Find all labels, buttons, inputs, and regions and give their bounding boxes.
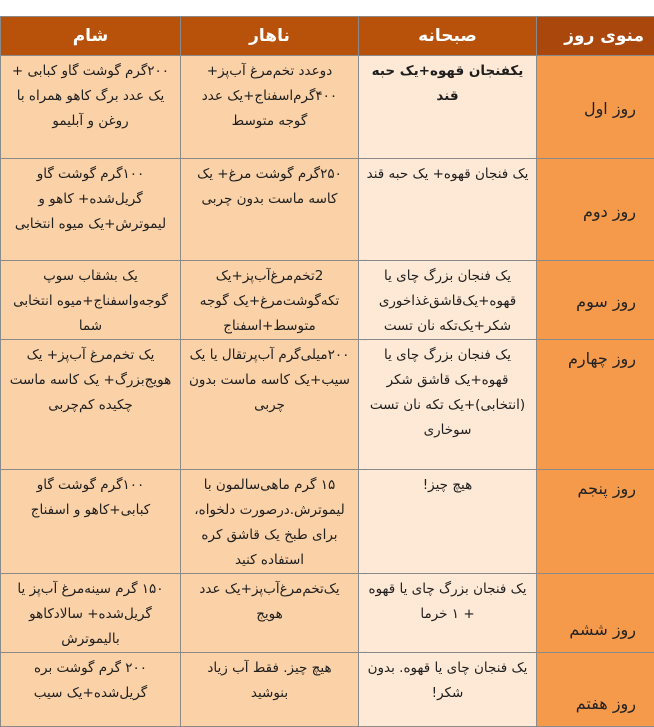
- dinner-cell: ۲۰۰گرم گوشت گاو کبابی + یک عدد برگ کاهو همراه با روغن و آبلیمو: [1, 56, 181, 159]
- dinner-cell: ۱۵۰ گرم سینه‌مرغ آب‌پز یا گریل‌شده+ سالادکاهو بالیموترش: [1, 574, 181, 653]
- header-dinner: شام: [1, 17, 181, 56]
- diet-menu-table: [0, 16, 654, 727]
- breakfast-cell: یک فنجان بزرگ چای یا قهوه+یک‌قاشق‌غذاخوری شکر+یک‌تکه نان تست: [359, 261, 537, 340]
- breakfast-cell: یک فنجان چای یا قهوه. بدون شکر!: [359, 653, 537, 727]
- lunch-cell: 2تخم‌مرغ‌آب‌پز+یک تکه‌گوشت‌مرغ+یک گوجه متوسط+اسفناج: [181, 261, 359, 340]
- dinner-cell: یک بشقاب سوپ گوجه‌واسفناج+میوه انتخابی شما: [1, 261, 181, 340]
- day-label: روز پنجم: [537, 470, 654, 574]
- table-row: [1, 261, 654, 340]
- lunch-cell: یک‌تخم‌مرغ‌آب‌پز+یک عدد هویج: [181, 574, 359, 653]
- dinner-cell: ۲۰۰ گرم گوشت بره گریل‌شده+یک سیب: [1, 653, 181, 727]
- table-row: [1, 470, 654, 574]
- header-day: منوی روز: [537, 17, 654, 56]
- day-label: روز هفتم: [537, 653, 654, 727]
- day-label: روز دوم: [537, 159, 654, 261]
- lunch-cell: ۲۰۰میلی‌گرم آب‌پرتقال یا یک سیب+یک کاسه ماست بدون چربی: [181, 340, 359, 470]
- header-breakfast: صبحانه: [359, 17, 537, 56]
- header-lunch: ناهار: [181, 17, 359, 56]
- day-label: روز ششم: [537, 574, 654, 653]
- breakfast-cell: یک فنجان بزرگ چای یا قهوه + ۱ خرما: [359, 574, 537, 653]
- table-row: [1, 56, 654, 159]
- breakfast-cell: هیچ چیز!: [359, 470, 537, 574]
- table-row: [1, 574, 654, 653]
- dinner-cell: یک تخم‌مرغ آب‌پز+ یک هویج‌بزرگ+ یک کاسه ماست چکیده کم‌چربی: [1, 340, 181, 470]
- header-row: [1, 17, 654, 56]
- table-row: [1, 340, 654, 470]
- table-row: [1, 159, 654, 261]
- day-label: روز چهارم: [537, 340, 654, 470]
- dinner-cell: ۱۰۰گرم گوشت گاو گریل‌شده+ کاهو و لیموترش+یک میوه انتخابی: [1, 159, 181, 261]
- breakfast-cell: یکفنجان قهوه+یک حبه قند: [359, 56, 537, 159]
- day-label: روز سوم: [537, 261, 654, 340]
- breakfast-cell: یک فنجان بزرگ چای یا قهوه+یک قاشق شکر (انتخابی)+یک تکه نان تست سوخاری: [359, 340, 537, 470]
- lunch-cell: ۱۵ گرم ماهی‌سالمون با لیموترش.درصورت دلخواه، برای طبخ یک قاشق کره استفاده کنید: [181, 470, 359, 574]
- dinner-cell: ۱۰۰گرم گوشت گاو کبابی+کاهو و اسفناج: [1, 470, 181, 574]
- lunch-cell: دوعدد تخم‌مرغ آب‌پز+ ۴۰۰گرم‌اسفناج+یک عدد گوجه متوسط: [181, 56, 359, 159]
- breakfast-cell: یک فنجان قهوه+ یک حبه قند: [359, 159, 537, 261]
- lunch-cell: ۲۵۰گرم گوشت مرغ+ یک کاسه ماست بدون چربی: [181, 159, 359, 261]
- table-row: [1, 653, 654, 727]
- day-label: روز اول: [537, 56, 654, 159]
- lunch-cell: هیچ چیز. فقط آب زیاد بنوشید: [181, 653, 359, 727]
